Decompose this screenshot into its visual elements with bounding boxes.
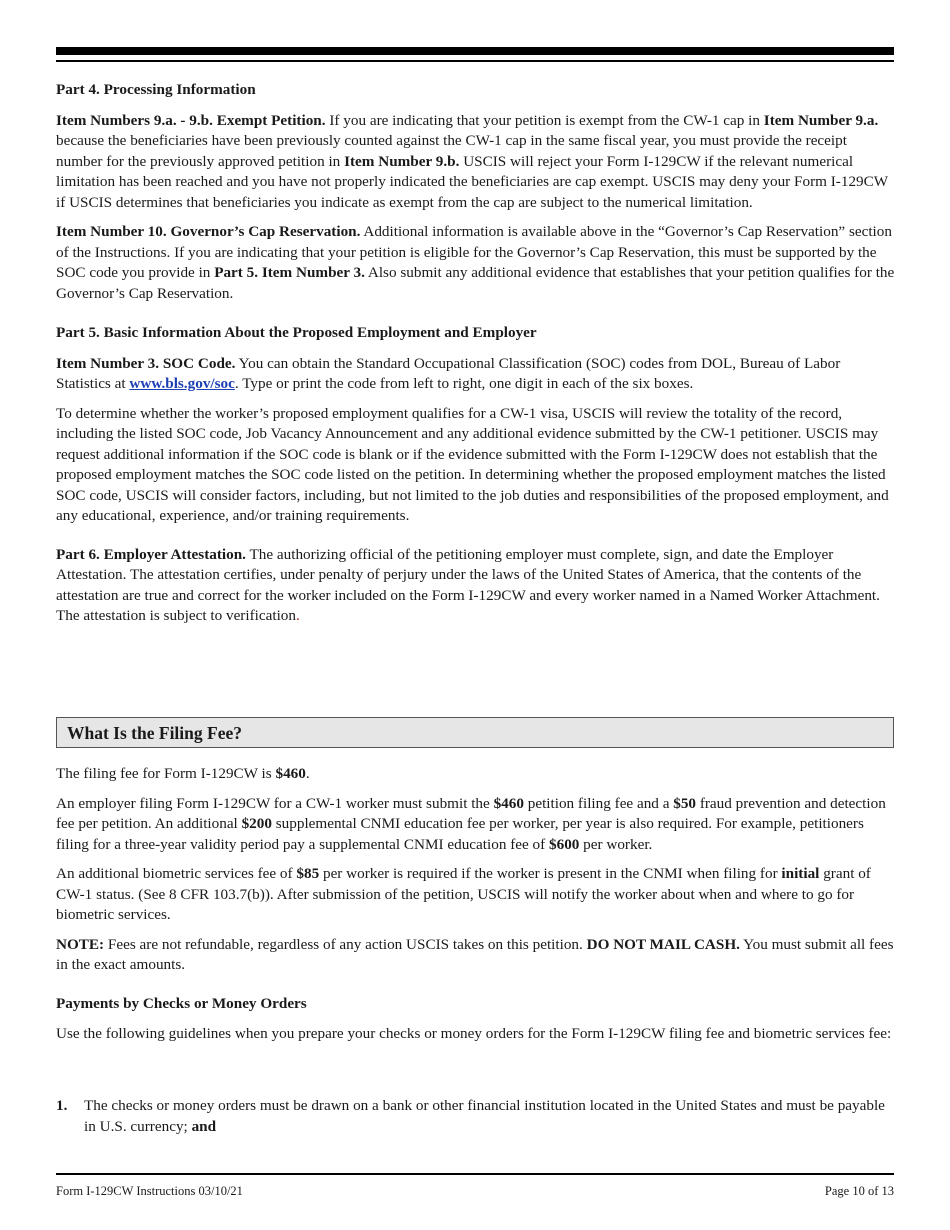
payments-intro-paragraph: Use the following guidelines when you prepare your checks or money orders for the Form I-129CW filing fee and biometric services fee:	[56, 1025, 892, 1042]
soc-code-lead: Item Number 3. SOC Code.	[56, 354, 236, 372]
text-run: petition filing fee and a	[523, 794, 674, 812]
exempt-petition-lead: Item Numbers 9.a. - 9.b. Exempt Petition.	[56, 111, 326, 129]
employer-fee-paragraph	[56, 794, 896, 856]
text-run: because the beneficiaries have been previously counted against the CW-1 cap in the same fiscal year, you must provide the receipt number for the previously approved petition in	[56, 132, 847, 170]
text-run: An employer filing Form I-129CW for a CW-1 worker must submit the	[56, 794, 494, 812]
footer-rule	[56, 1173, 894, 1175]
employer-attestation-paragraph	[56, 545, 896, 627]
text-run: grant of CW-1 status. (See 8 CFR 103.7(b)). After submission of the petition, USCIS will notify the worker about when and where to go for biometric services.	[56, 865, 871, 923]
fee-amount: $460	[493, 794, 524, 812]
text-run: The checks or money orders must be drawn on a bank or other financial institution located in the United States and must be payable in U.S. currency;	[84, 1097, 885, 1135]
text-run: The filing fee for Form I-129CW is	[56, 765, 276, 782]
header-rule-thick	[56, 47, 894, 55]
text-run: Additional information is available above in the “Governor’s Cap Reservation” section of the Instructions. If you are indicating that your petition is eligible for the Governor’s Cap Reservation, this must be supported by the SOC code you provide in	[56, 223, 892, 281]
bold-run: Item Number 9.a.	[763, 111, 879, 129]
fee-amount: $600	[549, 835, 580, 853]
governor-cap-lead: Item Number 10. Governor’s Cap Reservation.	[56, 223, 361, 240]
text-run: . Type or print the code from left to right, one digit in each of the six boxes.	[234, 375, 694, 392]
note-label: NOTE:	[56, 935, 105, 953]
text-run: per worker.	[579, 835, 653, 853]
employer-attestation-lead: Part 6. Employer Attestation.	[56, 545, 246, 563]
bold-run: DO NOT MAIL CASH.	[586, 935, 740, 953]
instructions-body	[56, 80, 896, 627]
header-rule-thin	[56, 60, 894, 62]
list-number: 1.	[56, 1097, 68, 1114]
soc-review-paragraph: To determine whether the worker’s proposed employment qualifies for a CW-1 visa, USCIS will review the totality of the record, including the listed SOC code, Job Vacancy Announcement and any additional evidence submitted by the CW-1 petitioner. USCIS may request additional information if the SOC code is blank or if the evidence submitted with the Form I-129CW does not establish that the proposed employment matches the SOC code listed on the petition. In determining whether the proposed employment matches the listed SOC code, USCIS will consider factors, including, but not limited to the job duties and responsibilities of the proposed employment, and any educational, experience, and/or training requirements.	[56, 404, 889, 524]
footer-page-number: Page 10 of 13	[824, 1184, 894, 1198]
filing-fee-body	[56, 764, 896, 1045]
text-run: .	[305, 765, 310, 782]
text-run: You can obtain the Standard Occupational Classification (SOC) codes from DOL, Bureau of Labor Statistics at	[56, 354, 841, 392]
filing-fee-section-header	[56, 717, 894, 748]
bold-run: initial	[781, 865, 820, 882]
part5-heading: Part 5. Basic Information About the Proposed Employment and Employer	[56, 324, 537, 341]
text-run: The authorizing official of the petitioning employer must complete, sign, and date the Employer Attestation. The attestation certifies, under penalty of perjury under the laws of the United States of America, that the contents of the attestation are true and correct for the worker included on the Form I-129CW and every worker named in a Named Worker Attachment. The attestation is subject to verification	[56, 545, 880, 624]
text-run: .	[295, 607, 300, 624]
fee-amount: $200	[241, 815, 272, 832]
fee-amount: $85	[296, 865, 320, 882]
text-run: If you are indicating that your petition is exempt from the CW-1 cap in	[325, 111, 764, 129]
text-run: per worker is required if the worker is present in the CNMI when filing for	[319, 865, 782, 882]
filing-fee-amount-paragraph	[56, 764, 896, 785]
bold-run: and	[191, 1117, 217, 1135]
fee-amount: $50	[673, 794, 697, 812]
bold-run: Part 5. Item Number 3.	[214, 264, 365, 281]
fee-amount: $460	[275, 765, 306, 782]
footer-form-id: Form I-129CW Instructions 03/10/21	[56, 1184, 243, 1198]
filing-fee-title: What Is the Filing Fee?	[67, 723, 242, 743]
text-run: Also submit any additional evidence that establishes that your petition qualifies for the Governor’s Cap Reservation.	[56, 264, 895, 302]
list-item	[56, 1096, 896, 1137]
bold-run: Item Number 9.b.	[344, 152, 460, 170]
text-run: You must submit all fees in the exact amounts.	[56, 935, 894, 973]
text-run: fraud prevention and detection fee per petition. An additional	[56, 794, 886, 832]
biometric-fee-paragraph	[56, 864, 896, 926]
text-run: Fees are not refundable, regardless of any action USCIS takes on this petition.	[104, 935, 587, 953]
list-item-text	[84, 1096, 896, 1137]
text-run: USCIS will reject your Form I-129CW if the relevant numerical limitation has been reached and you have not properly indicated the beneficiaries are cap exempt. USCIS may deny your Form I-129CW if USCIS determines that beneficiaries you indicate as exempt from the cap are subject to the numerical limitation.	[56, 152, 888, 211]
bls-soc-link[interactable]: www.bls.gov/soc	[129, 375, 235, 392]
exempt-petition-paragraph	[56, 111, 896, 214]
governor-cap-paragraph	[56, 222, 896, 304]
text-run: An additional biometric services fee of	[56, 865, 297, 882]
soc-code-paragraph	[56, 354, 896, 395]
text-run: supplemental CNMI education fee per worker, per year is also required. For example, petitioners filing for a three-year validity period pay a supplemental CNMI education fee of	[56, 815, 864, 853]
fee-note-paragraph	[56, 935, 896, 976]
part4-heading: Part 4. Processing Information	[56, 81, 256, 98]
payments-heading: Payments by Checks or Money Orders	[56, 994, 307, 1012]
